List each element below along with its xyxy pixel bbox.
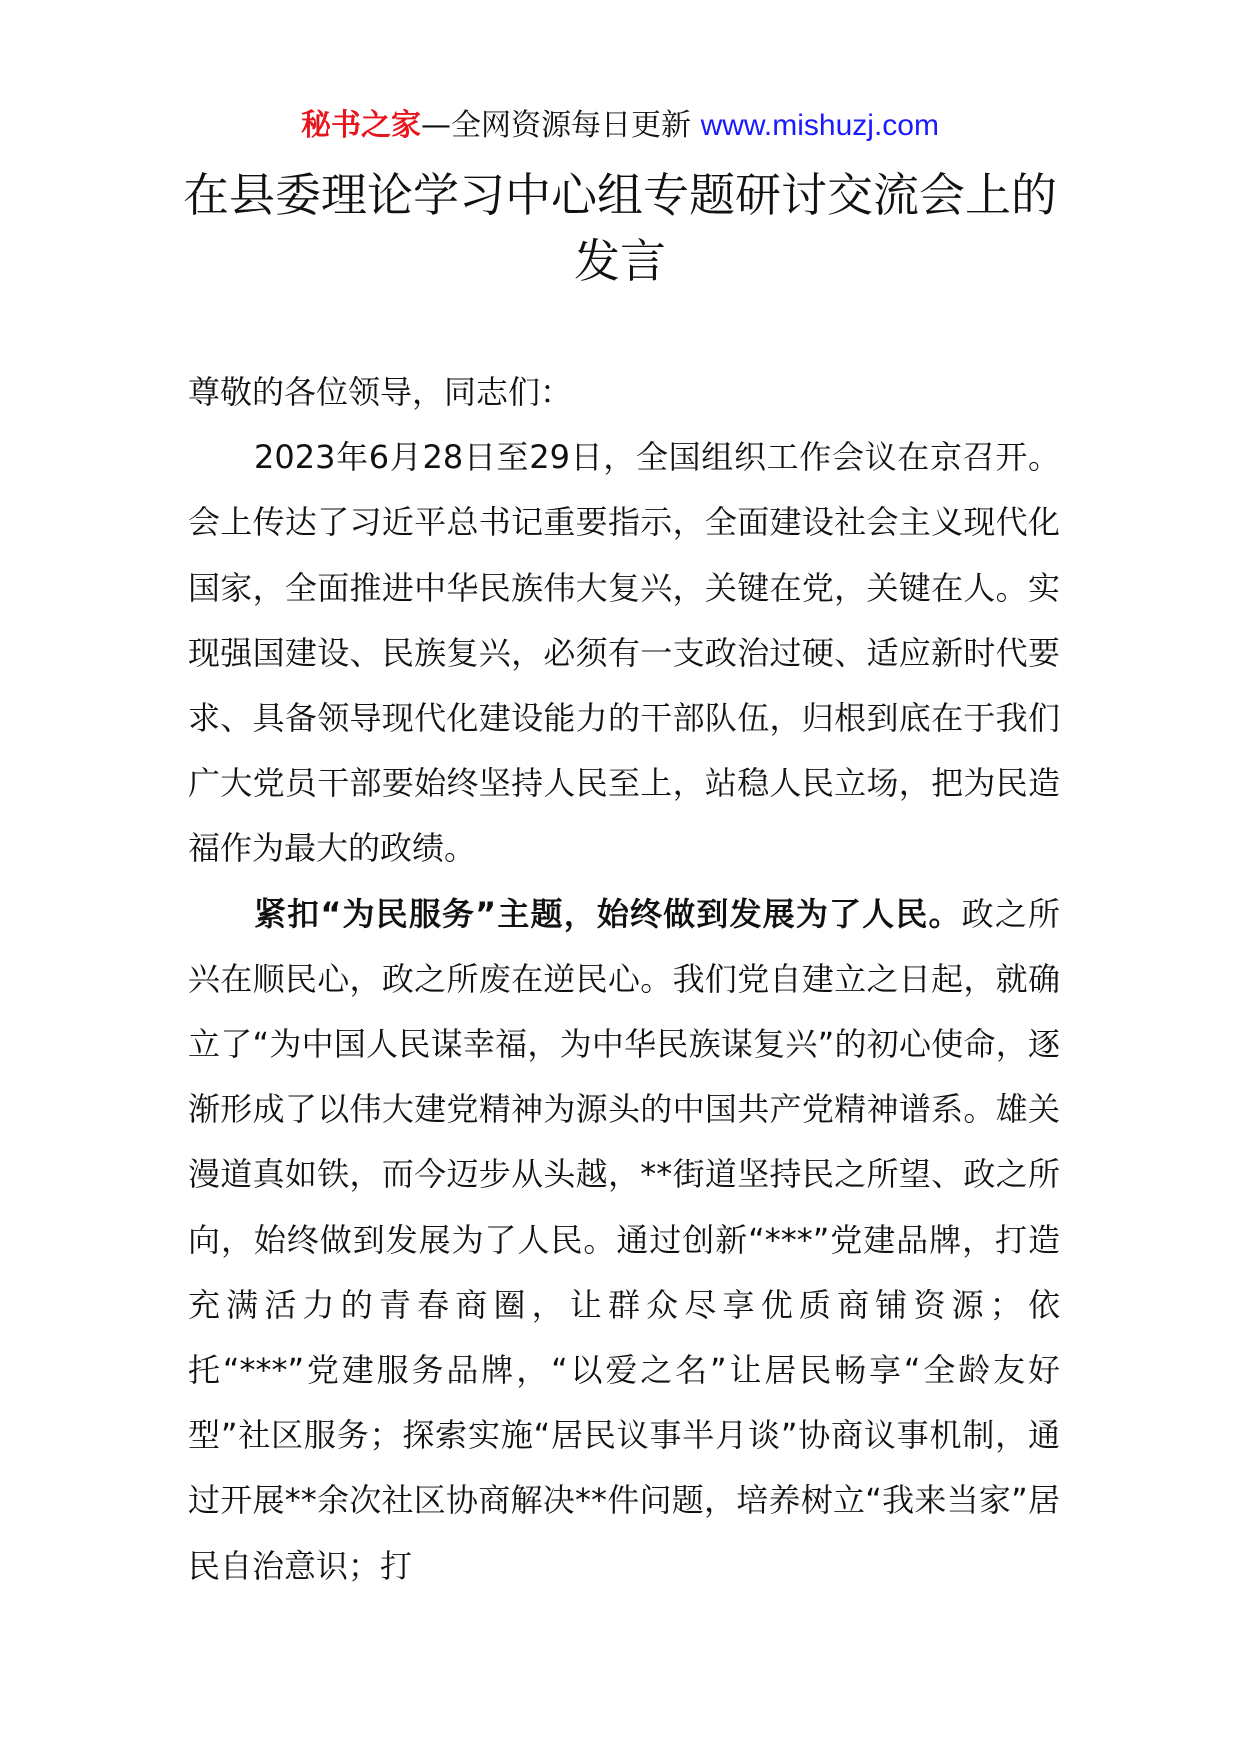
site-slogan: —全网资源每日更新 (421, 108, 701, 143)
paragraph-text: 政之所兴在顺民心，政之所废在逆民心。我们党自建立之日起，就确立了“为中国人民谋幸福，为中华民族谋复兴”的初心使命，逐渐形成了以伟大建党精神为源头的中国共产党精神谱系。雄关漫道真如铁，而今迈步从头越，**街道坚持民之所望、政之所向，始终做到发展为了人民。通过创新“***”党建品牌，打造充满活力的青春商圈，让群众尽享优质商铺资源；依托“***”党建服务品牌，“以爱之名”让居民畅享“全龄友好型”社区服务；探索实施“居民议事半月谈”协商议事机制，通过开展**余次社区协商解决**件问题，培养树立“我来当家”居民自治意识；打 (188, 894, 1060, 1585)
site-url[interactable]: www.mishuzj.com (700, 109, 939, 142)
document-title: 在县委理论学习中心组专题研讨交流会上的发言 (183, 168, 1057, 288)
paragraph (188, 882, 1060, 1599)
paragraph-lead: 紧扣“为民服务”主题，始终做到发展为了人民。 (254, 894, 962, 933)
paragraph: 2023年6月28日至29日，全国组织工作会议在京召开。会上传达了习近平总书记重要指示，全面建设社会主义现代化国家，全面推进中华民族伟大复兴，关键在党，关键在人。实现强国建设、民族复兴，必须有一支政治过硬、适应新时代要求、具备领导现代化建设能力的干部队伍，归根到底在于我们广大党员干部要始终坚持人民至上，站稳人民立场，把为民造福作为最大的政绩。 (188, 438, 1060, 868)
document-body (188, 360, 1060, 1599)
site-header (0, 104, 1240, 148)
salutation: 尊敬的各位领导，同志们： (188, 373, 573, 411)
site-brand: 秘书之家 (301, 108, 422, 143)
